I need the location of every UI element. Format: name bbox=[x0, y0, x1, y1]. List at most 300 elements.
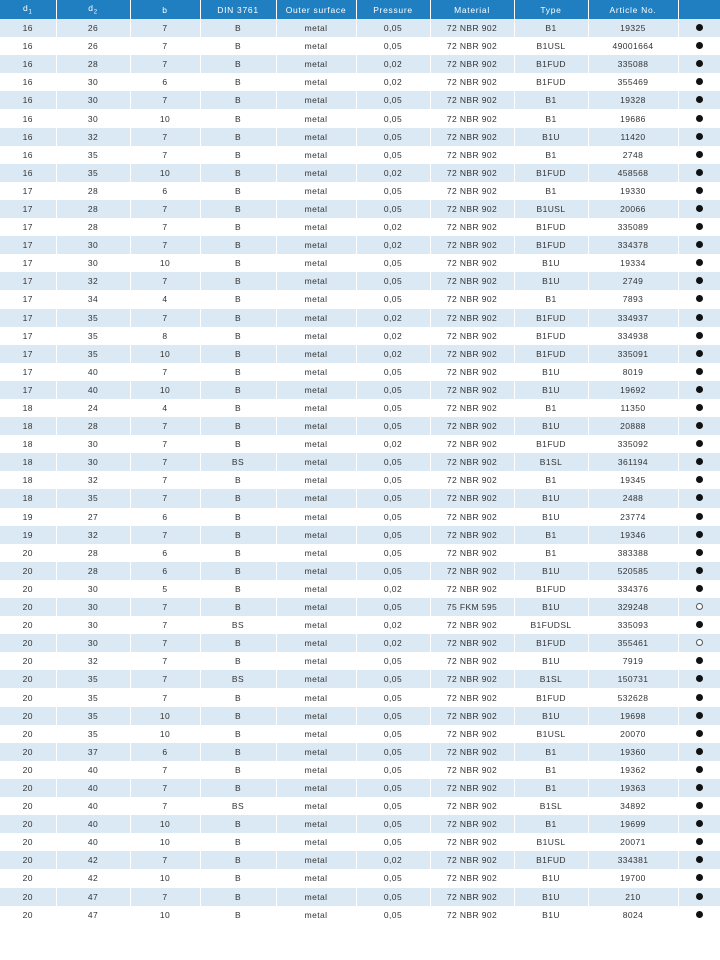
cell-5: 0,05 bbox=[356, 670, 430, 688]
cell-7: B1FUD bbox=[514, 345, 588, 363]
cell-0: 17 bbox=[0, 309, 56, 327]
table-row[interactable] bbox=[0, 670, 720, 688]
availability-dot-filled-icon bbox=[678, 508, 720, 526]
table-row[interactable] bbox=[0, 363, 720, 381]
availability-dot-filled-icon bbox=[678, 128, 720, 146]
cell-4: metal bbox=[276, 37, 356, 55]
cell-6: 72 NBR 902 bbox=[430, 182, 514, 200]
cell-6: 72 NBR 902 bbox=[430, 435, 514, 453]
column-header-4: Outer surface bbox=[276, 0, 356, 19]
cell-2: 6 bbox=[130, 508, 200, 526]
column-header-1: $d_2$ bbox=[56, 0, 130, 19]
table-row[interactable] bbox=[0, 544, 720, 562]
cell-2: 6 bbox=[130, 182, 200, 200]
cell-1: 40 bbox=[56, 815, 130, 833]
table-row[interactable] bbox=[0, 128, 720, 146]
cell-5: 0,05 bbox=[356, 182, 430, 200]
cell-1: 28 bbox=[56, 55, 130, 73]
table-row[interactable] bbox=[0, 345, 720, 363]
cell-8: 11420 bbox=[588, 128, 678, 146]
cell-1: 30 bbox=[56, 73, 130, 91]
cell-8: 329248 bbox=[588, 598, 678, 616]
cell-0: 20 bbox=[0, 580, 56, 598]
cell-0: 20 bbox=[0, 670, 56, 688]
table-row[interactable] bbox=[0, 761, 720, 779]
cell-7: B1U bbox=[514, 128, 588, 146]
availability-dot-filled-icon bbox=[678, 797, 720, 815]
availability-dot-filled-icon bbox=[678, 290, 720, 308]
table-row[interactable] bbox=[0, 200, 720, 218]
cell-0: 16 bbox=[0, 55, 56, 73]
cell-6: 72 NBR 902 bbox=[430, 815, 514, 833]
cell-4: metal bbox=[276, 833, 356, 851]
cell-7: B1 bbox=[514, 471, 588, 489]
table-row[interactable] bbox=[0, 146, 720, 164]
cell-2: 7 bbox=[130, 779, 200, 797]
cell-6: 72 NBR 902 bbox=[430, 670, 514, 688]
cell-3: B bbox=[200, 236, 276, 254]
table-row[interactable] bbox=[0, 616, 720, 634]
cell-3: B bbox=[200, 652, 276, 670]
cell-3: B bbox=[200, 218, 276, 236]
cell-3: B bbox=[200, 526, 276, 544]
cell-8: 49001664 bbox=[588, 37, 678, 55]
table-row[interactable] bbox=[0, 869, 720, 887]
availability-dot-filled-icon bbox=[678, 327, 720, 345]
table-row[interactable] bbox=[0, 309, 720, 327]
cell-7: B1U bbox=[514, 652, 588, 670]
availability-dot-filled-icon bbox=[678, 869, 720, 887]
availability-dot-filled-icon bbox=[678, 688, 720, 706]
table-row[interactable] bbox=[0, 236, 720, 254]
cell-7: B1 bbox=[514, 815, 588, 833]
cell-0: 18 bbox=[0, 417, 56, 435]
table-row[interactable] bbox=[0, 580, 720, 598]
table-row[interactable] bbox=[0, 526, 720, 544]
cell-8: 334937 bbox=[588, 309, 678, 327]
cell-5: 0,02 bbox=[356, 435, 430, 453]
cell-6: 72 NBR 902 bbox=[430, 200, 514, 218]
cell-4: metal bbox=[276, 779, 356, 797]
cell-4: metal bbox=[276, 19, 356, 37]
cell-4: metal bbox=[276, 381, 356, 399]
availability-dot-open-icon bbox=[678, 634, 720, 652]
column-header-3: DIN 3761 bbox=[200, 0, 276, 19]
cell-4: metal bbox=[276, 670, 356, 688]
cell-8: 19345 bbox=[588, 471, 678, 489]
cell-3: B bbox=[200, 290, 276, 308]
cell-8: 19692 bbox=[588, 381, 678, 399]
cell-6: 72 NBR 902 bbox=[430, 128, 514, 146]
column-header-9 bbox=[678, 0, 720, 19]
cell-1: 40 bbox=[56, 761, 130, 779]
cell-4: metal bbox=[276, 869, 356, 887]
table-row[interactable] bbox=[0, 19, 720, 37]
column-header-0: $d_1$ bbox=[0, 0, 56, 19]
table-row[interactable] bbox=[0, 508, 720, 526]
cell-8: 20066 bbox=[588, 200, 678, 218]
cell-1: 35 bbox=[56, 489, 130, 507]
cell-4: metal bbox=[276, 797, 356, 815]
cell-0: 20 bbox=[0, 688, 56, 706]
cell-1: 30 bbox=[56, 254, 130, 272]
availability-dot-filled-icon bbox=[678, 164, 720, 182]
availability-dot-filled-icon bbox=[678, 833, 720, 851]
cell-5: 0,05 bbox=[356, 779, 430, 797]
cell-2: 7 bbox=[130, 363, 200, 381]
table-row[interactable] bbox=[0, 73, 720, 91]
cell-3: B bbox=[200, 471, 276, 489]
cell-0: 17 bbox=[0, 381, 56, 399]
table-row[interactable] bbox=[0, 109, 720, 127]
cell-2: 7 bbox=[130, 888, 200, 906]
availability-dot-filled-icon bbox=[678, 851, 720, 869]
cell-2: 6 bbox=[130, 743, 200, 761]
cell-3: B bbox=[200, 888, 276, 906]
cell-8: 334381 bbox=[588, 851, 678, 869]
availability-dot-filled-icon bbox=[678, 182, 720, 200]
cell-7: B1U bbox=[514, 417, 588, 435]
cell-2: 7 bbox=[130, 797, 200, 815]
cell-4: metal bbox=[276, 906, 356, 924]
cell-4: metal bbox=[276, 508, 356, 526]
table-row[interactable] bbox=[0, 743, 720, 761]
cell-0: 16 bbox=[0, 73, 56, 91]
cell-6: 72 NBR 902 bbox=[430, 652, 514, 670]
cell-2: 7 bbox=[130, 453, 200, 471]
table-row[interactable] bbox=[0, 598, 720, 616]
cell-8: 383388 bbox=[588, 544, 678, 562]
cell-3: BS bbox=[200, 616, 276, 634]
cell-0: 16 bbox=[0, 146, 56, 164]
cell-8: 20888 bbox=[588, 417, 678, 435]
cell-2: 7 bbox=[130, 146, 200, 164]
availability-dot-filled-icon bbox=[678, 363, 720, 381]
table-row[interactable] bbox=[0, 779, 720, 797]
cell-8: 19334 bbox=[588, 254, 678, 272]
table-row[interactable] bbox=[0, 707, 720, 725]
cell-6: 72 NBR 902 bbox=[430, 725, 514, 743]
cell-3: B bbox=[200, 309, 276, 327]
cell-7: B1 bbox=[514, 91, 588, 109]
table-row[interactable] bbox=[0, 164, 720, 182]
cell-7: B1USL bbox=[514, 725, 588, 743]
cell-1: 26 bbox=[56, 19, 130, 37]
cell-3: B bbox=[200, 182, 276, 200]
cell-1: 40 bbox=[56, 381, 130, 399]
cell-3: B bbox=[200, 833, 276, 851]
cell-1: 24 bbox=[56, 399, 130, 417]
cell-7: B1USL bbox=[514, 200, 588, 218]
cell-3: B bbox=[200, 725, 276, 743]
cell-4: metal bbox=[276, 254, 356, 272]
cell-6: 72 NBR 902 bbox=[430, 562, 514, 580]
cell-6: 72 NBR 902 bbox=[430, 471, 514, 489]
cell-1: 32 bbox=[56, 652, 130, 670]
cell-8: 150731 bbox=[588, 670, 678, 688]
cell-2: 7 bbox=[130, 526, 200, 544]
availability-dot-filled-icon bbox=[678, 707, 720, 725]
cell-0: 20 bbox=[0, 888, 56, 906]
cell-4: metal bbox=[276, 128, 356, 146]
cell-2: 10 bbox=[130, 707, 200, 725]
cell-7: B1 bbox=[514, 779, 588, 797]
cell-6: 72 NBR 902 bbox=[430, 381, 514, 399]
cell-8: 334376 bbox=[588, 580, 678, 598]
availability-dot-filled-icon bbox=[678, 19, 720, 37]
availability-dot-filled-icon bbox=[678, 109, 720, 127]
availability-dot-filled-icon bbox=[678, 725, 720, 743]
cell-6: 72 NBR 902 bbox=[430, 634, 514, 652]
cell-3: B bbox=[200, 109, 276, 127]
cell-5: 0,05 bbox=[356, 725, 430, 743]
cell-2: 6 bbox=[130, 562, 200, 580]
cell-1: 30 bbox=[56, 91, 130, 109]
cell-3: B bbox=[200, 55, 276, 73]
availability-dot-filled-icon bbox=[678, 345, 720, 363]
cell-1: 42 bbox=[56, 851, 130, 869]
cell-4: metal bbox=[276, 707, 356, 725]
cell-1: 30 bbox=[56, 580, 130, 598]
cell-7: B1FUD bbox=[514, 688, 588, 706]
cell-8: 19362 bbox=[588, 761, 678, 779]
cell-7: B1 bbox=[514, 743, 588, 761]
cell-0: 17 bbox=[0, 345, 56, 363]
cell-7: B1USL bbox=[514, 37, 588, 55]
availability-dot-filled-icon bbox=[678, 670, 720, 688]
table-row[interactable] bbox=[0, 381, 720, 399]
cell-7: B1FUD bbox=[514, 73, 588, 91]
availability-dot-filled-icon bbox=[678, 272, 720, 290]
cell-4: metal bbox=[276, 688, 356, 706]
table-row[interactable] bbox=[0, 489, 720, 507]
cell-7: B1U bbox=[514, 489, 588, 507]
cell-5: 0,05 bbox=[356, 761, 430, 779]
table-row[interactable] bbox=[0, 688, 720, 706]
availability-dot-filled-icon bbox=[678, 526, 720, 544]
cell-2: 7 bbox=[130, 471, 200, 489]
cell-2: 7 bbox=[130, 272, 200, 290]
cell-4: metal bbox=[276, 652, 356, 670]
cell-2: 5 bbox=[130, 580, 200, 598]
cell-4: metal bbox=[276, 290, 356, 308]
cell-2: 8 bbox=[130, 327, 200, 345]
cell-7: B1U bbox=[514, 272, 588, 290]
cell-8: 19360 bbox=[588, 743, 678, 761]
cell-1: 35 bbox=[56, 327, 130, 345]
table-row[interactable] bbox=[0, 91, 720, 109]
cell-6: 72 NBR 902 bbox=[430, 761, 514, 779]
cell-6: 72 NBR 902 bbox=[430, 489, 514, 507]
cell-7: B1FUDSL bbox=[514, 616, 588, 634]
cell-8: 335089 bbox=[588, 218, 678, 236]
cell-0: 20 bbox=[0, 598, 56, 616]
table-row[interactable] bbox=[0, 290, 720, 308]
cell-8: 19700 bbox=[588, 869, 678, 887]
cell-2: 7 bbox=[130, 91, 200, 109]
cell-3: B bbox=[200, 399, 276, 417]
cell-7: B1U bbox=[514, 906, 588, 924]
cell-8: 34892 bbox=[588, 797, 678, 815]
table-row[interactable] bbox=[0, 562, 720, 580]
cell-7: B1FUD bbox=[514, 580, 588, 598]
cell-4: metal bbox=[276, 327, 356, 345]
cell-3: B bbox=[200, 327, 276, 345]
availability-dot-filled-icon bbox=[678, 200, 720, 218]
cell-2: 7 bbox=[130, 218, 200, 236]
table-row[interactable] bbox=[0, 55, 720, 73]
cell-7: B1SL bbox=[514, 797, 588, 815]
cell-7: B1U bbox=[514, 363, 588, 381]
cell-4: metal bbox=[276, 815, 356, 833]
cell-4: metal bbox=[276, 435, 356, 453]
cell-8: 520585 bbox=[588, 562, 678, 580]
cell-5: 0,05 bbox=[356, 869, 430, 887]
cell-5: 0,05 bbox=[356, 453, 430, 471]
table-row[interactable] bbox=[0, 435, 720, 453]
cell-3: B bbox=[200, 345, 276, 363]
table-row[interactable] bbox=[0, 399, 720, 417]
cell-3: B bbox=[200, 200, 276, 218]
cell-8: 19363 bbox=[588, 779, 678, 797]
table-row[interactable] bbox=[0, 327, 720, 345]
cell-2: 7 bbox=[130, 634, 200, 652]
cell-2: 10 bbox=[130, 725, 200, 743]
cell-4: metal bbox=[276, 743, 356, 761]
cell-2: 10 bbox=[130, 345, 200, 363]
table-row[interactable] bbox=[0, 218, 720, 236]
cell-6: 72 NBR 902 bbox=[430, 888, 514, 906]
cell-5: 0,02 bbox=[356, 73, 430, 91]
table-row[interactable] bbox=[0, 272, 720, 290]
cell-0: 20 bbox=[0, 652, 56, 670]
cell-5: 0,02 bbox=[356, 164, 430, 182]
cell-5: 0,02 bbox=[356, 634, 430, 652]
cell-0: 20 bbox=[0, 797, 56, 815]
table-row[interactable] bbox=[0, 888, 720, 906]
cell-4: metal bbox=[276, 761, 356, 779]
cell-3: B bbox=[200, 562, 276, 580]
availability-dot-filled-icon bbox=[678, 779, 720, 797]
availability-dot-filled-icon bbox=[678, 888, 720, 906]
table-row[interactable] bbox=[0, 417, 720, 435]
cell-0: 20 bbox=[0, 725, 56, 743]
cell-8: 210 bbox=[588, 888, 678, 906]
cell-5: 0,05 bbox=[356, 508, 430, 526]
cell-3: B bbox=[200, 598, 276, 616]
cell-6: 72 NBR 902 bbox=[430, 91, 514, 109]
cell-7: B1FUD bbox=[514, 218, 588, 236]
cell-3: B bbox=[200, 417, 276, 435]
cell-6: 72 NBR 902 bbox=[430, 688, 514, 706]
cell-8: 19699 bbox=[588, 815, 678, 833]
availability-dot-filled-icon bbox=[678, 37, 720, 55]
cell-1: 30 bbox=[56, 616, 130, 634]
cell-0: 17 bbox=[0, 254, 56, 272]
cell-5: 0,02 bbox=[356, 309, 430, 327]
table-row[interactable] bbox=[0, 634, 720, 652]
cell-6: 72 NBR 902 bbox=[430, 218, 514, 236]
cell-6: 72 NBR 902 bbox=[430, 707, 514, 725]
cell-1: 40 bbox=[56, 779, 130, 797]
cell-4: metal bbox=[276, 200, 356, 218]
cell-0: 16 bbox=[0, 91, 56, 109]
cell-5: 0,05 bbox=[356, 128, 430, 146]
cell-2: 7 bbox=[130, 761, 200, 779]
cell-2: 7 bbox=[130, 417, 200, 435]
availability-dot-filled-icon bbox=[678, 815, 720, 833]
table-row[interactable] bbox=[0, 833, 720, 851]
cell-8: 19325 bbox=[588, 19, 678, 37]
table-row[interactable] bbox=[0, 471, 720, 489]
cell-8: 334378 bbox=[588, 236, 678, 254]
cell-7: B1FUD bbox=[514, 327, 588, 345]
availability-dot-filled-icon bbox=[678, 417, 720, 435]
availability-dot-filled-icon bbox=[678, 435, 720, 453]
table-row[interactable] bbox=[0, 37, 720, 55]
cell-5: 0,02 bbox=[356, 345, 430, 363]
cell-4: metal bbox=[276, 580, 356, 598]
cell-7: B1FUD bbox=[514, 309, 588, 327]
cell-1: 32 bbox=[56, 128, 130, 146]
cell-4: metal bbox=[276, 634, 356, 652]
cell-5: 0,05 bbox=[356, 707, 430, 725]
table-row[interactable] bbox=[0, 797, 720, 815]
cell-0: 17 bbox=[0, 236, 56, 254]
cell-5: 0,05 bbox=[356, 471, 430, 489]
cell-0: 18 bbox=[0, 471, 56, 489]
table-row[interactable] bbox=[0, 906, 720, 924]
cell-4: metal bbox=[276, 55, 356, 73]
cell-3: B bbox=[200, 489, 276, 507]
table-row[interactable] bbox=[0, 725, 720, 743]
availability-dot-filled-icon bbox=[678, 236, 720, 254]
cell-8: 20070 bbox=[588, 725, 678, 743]
cell-4: metal bbox=[276, 616, 356, 634]
cell-8: 19698 bbox=[588, 707, 678, 725]
cell-4: metal bbox=[276, 562, 356, 580]
cell-8: 23774 bbox=[588, 508, 678, 526]
cell-7: B1U bbox=[514, 562, 588, 580]
cell-2: 7 bbox=[130, 200, 200, 218]
cell-4: metal bbox=[276, 109, 356, 127]
cell-0: 18 bbox=[0, 489, 56, 507]
cell-3: BS bbox=[200, 453, 276, 471]
table-row[interactable] bbox=[0, 851, 720, 869]
table-row[interactable] bbox=[0, 815, 720, 833]
cell-0: 17 bbox=[0, 290, 56, 308]
cell-1: 37 bbox=[56, 743, 130, 761]
cell-1: 47 bbox=[56, 906, 130, 924]
cell-2: 7 bbox=[130, 55, 200, 73]
table-row[interactable] bbox=[0, 453, 720, 471]
cell-7: B1U bbox=[514, 254, 588, 272]
cell-3: B bbox=[200, 761, 276, 779]
table-row[interactable] bbox=[0, 652, 720, 670]
cell-7: B1FUD bbox=[514, 236, 588, 254]
cell-3: B bbox=[200, 707, 276, 725]
cell-3: B bbox=[200, 91, 276, 109]
cell-5: 0,02 bbox=[356, 580, 430, 598]
availability-dot-filled-icon bbox=[678, 616, 720, 634]
cell-4: metal bbox=[276, 73, 356, 91]
cell-4: metal bbox=[276, 309, 356, 327]
cell-2: 7 bbox=[130, 309, 200, 327]
cell-7: B1U bbox=[514, 508, 588, 526]
table-row[interactable] bbox=[0, 182, 720, 200]
table-row[interactable] bbox=[0, 254, 720, 272]
cell-0: 17 bbox=[0, 363, 56, 381]
